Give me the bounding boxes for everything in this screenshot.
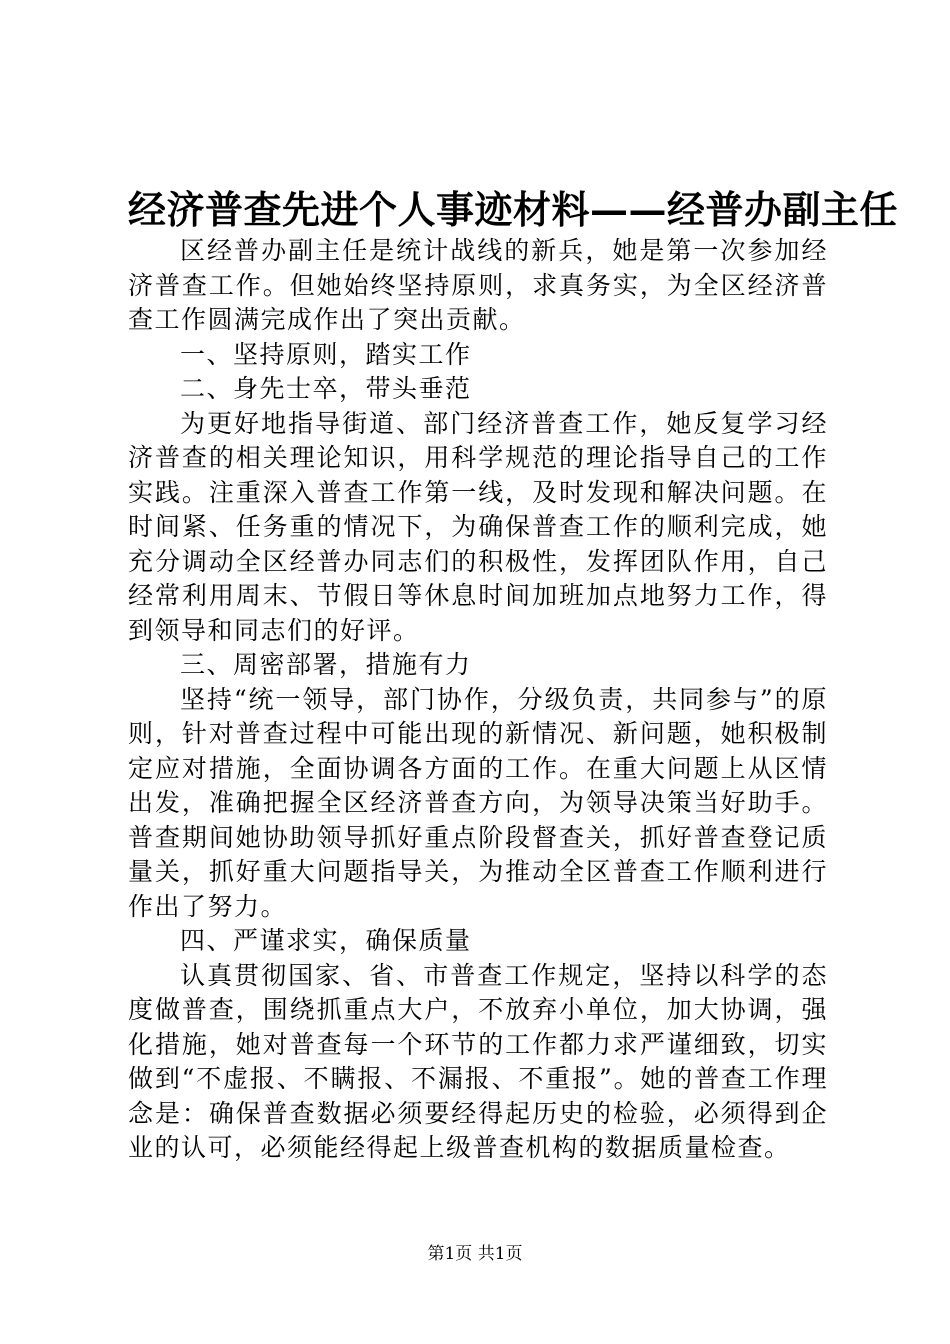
section-heading-1: 一、坚持原则，踏实工作 — [180, 339, 472, 369]
section-heading-2: 二、身先士卒，带头垂范 — [180, 374, 472, 403]
section-body-2: 为更好地指导街道、部门经济普查工作，她反复学习经济普查的相关理论知识，用科学规范的理论指导自己的工作实践。注重深入普查工作第一线，及时发现和解决问题。在时间紧、任务重的情况下，为确保普查工作的顺利完成，她充分调动全区经普办同志们的积极性，发挥团队作用，自己经常利用周末、节假日等休息时间加班加点地努力工作，得到领导和同志们的好评。 — [128, 408, 828, 645]
section-heading-3: 三、周密部署，措施有力 — [180, 650, 472, 679]
document-title: 经济普查先进个人事迹材料——经普办副主任 — [128, 187, 899, 232]
section-body-3: 坚持“统一领导，部门协作，分级负责，共同参与”的原则，针对普查过程中可能出现的新情况、新问题，她积极制定应对措施，全面协调各方面的工作。在重大问题上从区情出发，准确把握全区经济普查方向，为领导决策当好助手。普查期间她协助领导抓好重点阶段督查关，抓好普查登记质量关，抓好重大问题指导关，为推动全区普查工作顺利进行作出了努力。 — [128, 684, 828, 921]
document-body — [128, 234, 828, 1166]
section-heading-4: 四、严谨求实，确保质量 — [180, 926, 472, 955]
page-number-footer: 第1页 共1页 — [427, 1244, 523, 1264]
intro-paragraph: 区经普办副主任是统计战线的新兵，她是第一次参加经济普查工作。但她始终坚持原则，求真务实，为全区经济普查工作圆满完成作出了突出贡献。 — [128, 236, 828, 334]
section-body-4: 认真贯彻国家、省、市普查工作规定，坚持以科学的态度做普查，围绕抓重点大户，不放弃小单位，加大协调，强化措施，她对普查每一个环节的工作都力求严谨细致，切实做到“不虚报、不瞒报、不漏报、不重报”。她的普查工作理念是：确保普查数据必须要经得起历史的检验，必须得到企业的认可，必须能经得起上级普查机构的数据质量检查。 — [128, 960, 828, 1162]
